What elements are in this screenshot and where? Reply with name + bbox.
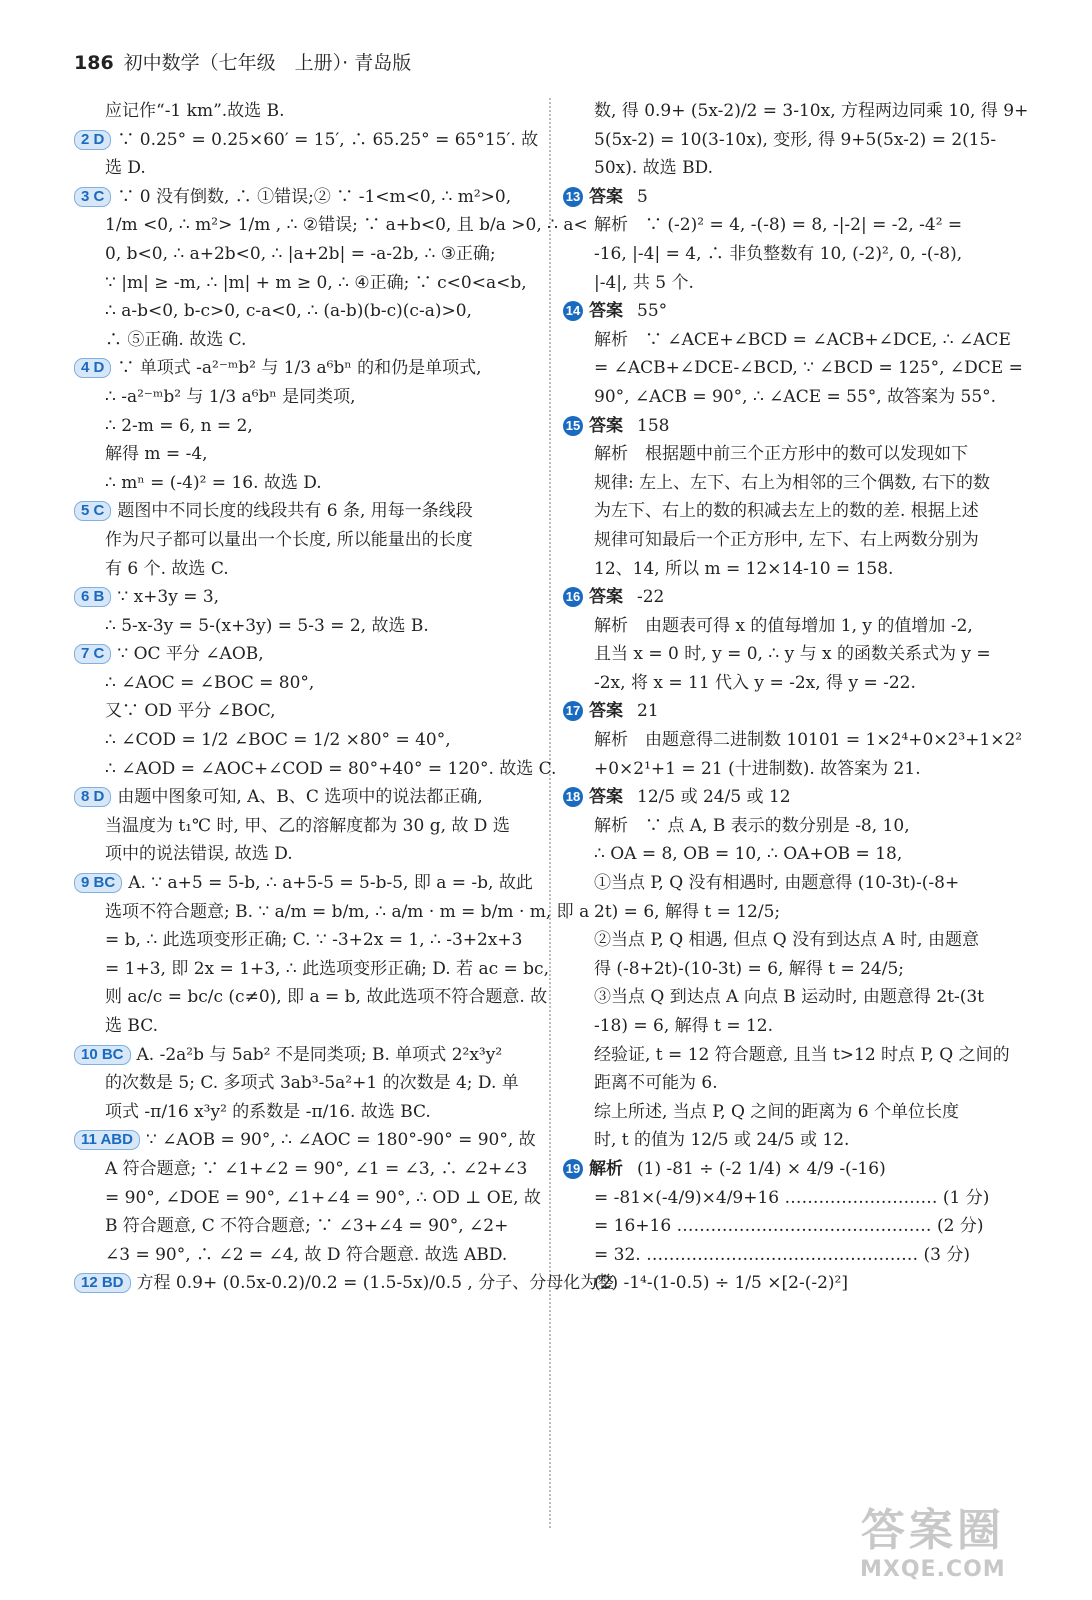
solution-text: 得 (-8+2t)-(10-3t) = 6, 解得 t = 24/5; (594, 958, 905, 979)
solution-text: 当温度为 t₁℃ 时, 甲、乙的溶解度都为 30 g, 故 D 选 (105, 815, 510, 836)
left-line (74, 783, 544, 812)
right-line (563, 154, 1031, 183)
left-line (74, 898, 590, 927)
solution-text: 方程 0.9+ (0.5x-0.2)/0.2 = (1.5-5x)/0.5 , 分子、分母化为整 (136, 1273, 615, 1294)
answer-badge: 2 D (74, 130, 111, 150)
left-line (74, 840, 544, 869)
solution-text: 应记作“-1 km”.故选 B. (105, 101, 285, 121)
left-line (74, 497, 544, 526)
right-line (563, 983, 1031, 1012)
solution-text: ∴ ∠AOC = ∠BOC = 80°, (105, 672, 315, 693)
solution-text: ∴ mⁿ = (-4)² = 16. 故选 D. (105, 472, 322, 493)
right-line (563, 926, 1031, 955)
left-line (74, 412, 544, 441)
answer-badge: 3 C (74, 187, 111, 207)
solution-text: 则 ac/c = bc/c (c≠0), 即 a = b, 故此选项不符合题意. 故 (105, 987, 548, 1008)
solution-text: 2t) = 6, 解得 t = 12/5; (594, 901, 781, 922)
solution-text: 选 BC. (105, 1016, 159, 1036)
solution-text: ∴ 5-x-3y = 5-(x+3y) = 5-3 = 2, 故选 B. (105, 615, 429, 636)
left-line (74, 269, 544, 298)
right-line (563, 669, 1031, 698)
right-line (563, 1069, 1031, 1098)
solution-text: 又∵ OD 平分 ∠BOC, (105, 701, 276, 722)
left-line (74, 555, 544, 584)
solution-text: 解析 ∵ 点 A, B 表示的数分别是 -8, 10, (594, 815, 910, 836)
left-line (74, 1012, 544, 1041)
left-line (74, 211, 588, 240)
solution-text: ②当点 P, Q 相遇, 但点 Q 没有到达点 A 时, 由题意 (594, 930, 979, 951)
right-line (563, 1155, 1031, 1184)
solution-text: 选 D. (105, 158, 146, 179)
solution-text: = b, ∴ 此选项变形正确; C. ∵ -3+2x = 1, ∴ -3+2x+3 (105, 930, 523, 951)
left-line (74, 240, 544, 269)
answer-label: 答案 (589, 301, 623, 322)
left-line (74, 97, 544, 126)
left-line (74, 126, 544, 155)
left-line (74, 755, 557, 784)
solution-text: 经验证, t = 12 符合题意, 且当 t>12 时点 P, Q 之间的 (594, 1044, 1010, 1065)
solution-text: ③当点 Q 到达点 A 向点 B 运动时, 由题意得 2t-(3t (594, 987, 985, 1008)
solution-text: ∵ 单项式 -a²⁻ᵐb² 与 1/3 a⁶bⁿ 的和仍是单项式, (117, 358, 482, 379)
left-line (74, 669, 544, 698)
right-line (563, 726, 1031, 755)
left-line (74, 469, 544, 498)
right-line (563, 1184, 1031, 1213)
solution-text: -2x, 将 x = 11 代入 y = -2x, 得 y = -22. (594, 672, 916, 693)
solution-text: A. -2a²b 与 5ab² 不是同类项; B. 单项式 2²x³y² (136, 1044, 503, 1065)
solution-text: ∴ a-b<0, b-c>0, c-a<0, ∴ (a-b)(b-c)(c-a)>0, (105, 301, 472, 322)
solution-text: 选项不符合题意; B. ∵ a/m = b/m, ∴ a/m · m = b/m · m, 即 a (105, 901, 590, 922)
solution-text: 作为尺子都可以量出一个长度, 所以能量出的长度 (105, 529, 473, 550)
solution-text: -22 (637, 587, 665, 608)
solution-text: 解得 m = -4, (105, 444, 208, 465)
right-line (563, 1241, 1031, 1270)
right-line (563, 469, 1031, 498)
solution-text: 为左下、右上的数的积减去左上的数的差. 根据上述 (594, 501, 979, 522)
right-line (563, 97, 1031, 126)
right-line (563, 840, 1031, 869)
left-line (74, 955, 549, 984)
watermark-text: 答案圈 (860, 1505, 1005, 1556)
solution-text: 距离不可能为 6. (594, 1073, 718, 1094)
right-line (563, 1098, 1031, 1127)
right-line (563, 755, 1031, 784)
right-line (563, 583, 1031, 612)
page-number: 186 (74, 52, 114, 74)
solution-text: ∴ 2-m = 6, n = 2, (105, 415, 253, 436)
solution-text: -16, |-4| = 4, ∴ 非负整数有 10, (-2)², 0, -(-8), (594, 243, 963, 264)
right-line (563, 297, 1031, 326)
left-line (74, 812, 544, 841)
answer-badge: 12 BD (74, 1273, 131, 1293)
solution-text: (2) -1⁴-(1-0.5) ÷ 1/5 ×[2-(-2)²] (594, 1273, 848, 1294)
right-line (563, 354, 1031, 383)
question-number: 19 (563, 1159, 583, 1179)
solution-text: = 16+16 ……………………………………… (2 分) (594, 1216, 984, 1237)
solution-text: 题图中不同长度的线段共有 6 条, 用每一条线段 (117, 501, 473, 522)
solution-text: 项式 -π/16 x³y² 的系数是 -π/16. 故选 BC. (105, 1101, 431, 1122)
solution-text: 1/m <0, ∴ m²> 1/m , ∴ ②错误; ∵ a+b<0, 且 b/a >0, ∴ a< (105, 215, 588, 236)
solution-text: 由题中图象可知, A、B、C 选项中的说法都正确, (117, 787, 483, 808)
answer-label: 答案 (589, 701, 623, 722)
solution-text: ∴ ∠COD = 1/2 ∠BOC = 1/2 ×80° = 40°, (105, 730, 451, 751)
solution-text: A. ∵ a+5 = 5-b, ∴ a+5-5 = 5-b-5, 即 a = -b, 故此 (128, 873, 533, 894)
solution-text: ①当点 P, Q 没有相遇时, 由题意得 (10-3t)-(-8+ (594, 873, 960, 894)
left-line (74, 1269, 615, 1298)
solution-text: -18) = 6, 解得 t = 12. (594, 1016, 774, 1036)
solution-text: 12、14, 所以 m = 12×14-10 = 158. (594, 558, 894, 579)
solution-text: = 1+3, 即 2x = 1+3, ∴ 此选项变形正确; D. 若 ac = bc, (105, 958, 549, 979)
watermark-url: MXQE.COM (860, 1557, 1006, 1582)
question-number: 13 (563, 187, 583, 207)
solution-text: ∴ OA = 8, OB = 10, ∴ OA+OB = 18, (594, 844, 903, 865)
question-number: 18 (563, 787, 583, 807)
right-line (563, 1126, 1031, 1155)
solution-text: 综上所述, 当点 P, Q 之间的距离为 6 个单位长度 (594, 1101, 959, 1122)
solution-text: 5 (637, 186, 648, 207)
right-line (563, 412, 1031, 441)
right-line (563, 126, 1031, 155)
solution-text: ∴ -a²⁻ᵐb² 与 1/3 a⁶bⁿ 是同类项, (105, 386, 356, 407)
left-line (74, 297, 544, 326)
answer-badge: 11 ABD (74, 1130, 140, 1150)
right-line (563, 955, 1031, 984)
left-line (74, 526, 544, 555)
answer-label: 答案 (589, 787, 623, 808)
solution-text: ∵ OC 平分 ∠AOB, (117, 644, 264, 665)
right-line (563, 211, 1031, 240)
left-line (74, 1184, 544, 1213)
right-line (563, 326, 1031, 355)
solution-text: B 符合题意, C 不符合题意; ∵ ∠3+∠4 = 90°, ∠2+ (105, 1216, 509, 1237)
solution-text: 12/5 或 24/5 或 12 (637, 787, 791, 808)
solution-text: 解析 根据题中前三个正方形中的数可以发现如下 (594, 444, 968, 465)
left-line (74, 869, 544, 898)
right-line (563, 383, 1031, 412)
solution-text: 21 (637, 701, 659, 722)
solution-text: ∵ 0.25° = 0.25×60′ = 15′, ∴ 65.25° = 65°15′. 故 (117, 129, 539, 150)
solution-text: 0, b<0, ∴ a+2b<0, ∴ |a+2b| = -a-2b, ∴ ③正确; (105, 243, 496, 264)
left-line (74, 1212, 544, 1241)
answer-label: 解析 (589, 1158, 623, 1179)
solution-text: 且当 x = 0 时, y = 0, ∴ y 与 x 的函数关系式为 y = (594, 644, 991, 665)
left-line (74, 440, 544, 469)
left-line (74, 926, 544, 955)
solution-text: ∵ ∠AOB = 90°, ∴ ∠AOC = 180°-90° = 90°, 故 (145, 1130, 536, 1151)
solution-text: 时, t 的值为 12/5 或 24/5 或 12. (594, 1130, 850, 1151)
right-line (563, 240, 1031, 269)
solution-text: 数, 得 0.9+ (5x-2)/2 = 3-10x, 方程两边同乘 10, 得 9+ (594, 101, 1029, 121)
right-line (563, 269, 1031, 298)
left-line (74, 383, 544, 412)
solution-text: ∵ x+3y = 3, (117, 587, 220, 608)
right-line (563, 555, 1031, 584)
question-number: 17 (563, 701, 583, 721)
right-line (563, 497, 1031, 526)
question-number: 14 (563, 301, 583, 321)
answer-badge: 9 BC (74, 873, 122, 893)
left-line (74, 1098, 544, 1127)
left-line (74, 1069, 544, 1098)
solution-text: 50x). 故选 BD. (594, 158, 713, 179)
solution-text: +0×2¹+1 = 21 (十进制数). 故答案为 21. (594, 758, 921, 779)
left-line (74, 640, 544, 669)
column-divider (549, 98, 551, 1528)
solution-text: = ∠ACB+∠DCE-∠BCD, ∵ ∠BCD = 125°, ∠DCE = (594, 358, 1023, 379)
solution-text: 解析 由题表可得 x 的值每增加 1, y 的值增加 -2, (594, 615, 973, 636)
left-line (74, 1241, 544, 1270)
answer-badge: 7 C (74, 644, 111, 664)
answer-badge: 4 D (74, 358, 111, 378)
solution-text: (1) -81 ÷ (-2 1/4) × 4/9 -(-16) (637, 1158, 886, 1179)
solution-text: 有 6 个. 故选 C. (105, 558, 229, 579)
right-line (563, 1012, 1031, 1041)
left-line (74, 154, 544, 183)
watermark-logo (860, 1505, 1006, 1583)
left-line (74, 1155, 544, 1184)
answer-label: 答案 (589, 415, 623, 436)
left-line (74, 183, 544, 212)
solution-text: 规律可知最后一个正方形中, 左下、右上两数分别为 (594, 529, 979, 550)
solution-text: ∠3 = 90°, ∴ ∠2 = ∠4, 故 D 符合题意. 故选 ABD. (105, 1244, 508, 1265)
answer-label: 答案 (589, 587, 623, 608)
left-line (74, 1126, 544, 1155)
right-column (563, 97, 1031, 1298)
question-number: 16 (563, 587, 583, 607)
left-line (74, 354, 544, 383)
answer-badge: 10 BC (74, 1045, 131, 1065)
right-line (563, 1269, 1031, 1298)
solution-text: ∵ 0 没有倒数, ∴ ①错误;② ∵ -1<m<0, ∴ m²>0, (117, 186, 512, 207)
right-line (563, 526, 1031, 555)
solution-text: 解析 ∵ (-2)² = 4, -(-8) = 8, -|-2| = -2, -4² = (594, 215, 963, 236)
solution-text: 的次数是 5; C. 多项式 3ab³-5a²+1 的次数是 4; D. 单 (105, 1073, 519, 1094)
right-line (563, 783, 1031, 812)
solution-text: ∴ ⑤正确. 故选 C. (105, 329, 247, 350)
solution-text: ∵ |m| ≥ -m, ∴ |m| + m ≥ 0, ∴ ④正确; ∵ c<0<a<b, (105, 272, 527, 293)
right-line (563, 1041, 1031, 1070)
solution-text: 55° (637, 301, 668, 322)
left-line (74, 583, 544, 612)
right-line (563, 697, 1031, 726)
solution-text: 5(5x-2) = 10(3-10x), 变形, 得 9+5(5x-2) = 2(15- (594, 129, 997, 150)
solution-text: 规律: 左上、左下、右上为相邻的三个偶数, 右下的数 (594, 472, 990, 493)
left-line (74, 983, 548, 1012)
page-header (74, 48, 411, 75)
left-line (74, 1041, 544, 1070)
solution-text: 90°, ∠ACB = 90°, ∴ ∠ACE = 55°, 故答案为 55°. (594, 386, 997, 407)
solution-text: ∴ ∠AOD = ∠AOC+∠COD = 80°+40° = 120°. 故选 C. (105, 758, 557, 779)
book-title: 初中数学（七年级 上册）· 青岛版 (123, 52, 412, 74)
solution-text: 项中的说法错误, 故选 D. (105, 844, 293, 865)
right-line (563, 440, 1031, 469)
left-line (74, 326, 544, 355)
right-line (563, 183, 1031, 212)
right-line (563, 869, 1031, 898)
solution-text: |-4|, 共 5 个. (594, 272, 694, 293)
answer-badge: 6 B (74, 587, 111, 607)
solution-text: = -81×(-4/9)×4/9+16 ……………………… (1 分) (594, 1187, 990, 1208)
solution-text: 158 (637, 415, 670, 436)
left-line (74, 726, 544, 755)
right-line (563, 612, 1031, 641)
left-line (74, 697, 544, 726)
answer-label: 答案 (589, 186, 623, 207)
answer-badge: 5 C (74, 501, 111, 521)
right-line (563, 898, 1031, 927)
left-line (74, 612, 544, 641)
question-number: 15 (563, 416, 583, 436)
solution-text: = 32. ………………………………………… (3 分) (594, 1244, 970, 1265)
solution-text: A 符合题意; ∵ ∠1+∠2 = 90°, ∠1 = ∠3, ∴ ∠2+∠3 (105, 1158, 528, 1179)
answer-badge: 8 D (74, 787, 111, 807)
right-line (563, 812, 1031, 841)
solution-text: 解析 由题意得二进制数 10101 = 1×2⁴+0×2³+1×2² (594, 730, 1023, 751)
solution-text: = 90°, ∠DOE = 90°, ∠1+∠4 = 90°, ∴ OD ⊥ OE, 故 (105, 1187, 541, 1208)
right-line (563, 1212, 1031, 1241)
right-line (563, 640, 1031, 669)
solution-text: 解析 ∵ ∠ACE+∠BCD = ∠ACB+∠DCE, ∴ ∠ACE (594, 329, 1011, 350)
